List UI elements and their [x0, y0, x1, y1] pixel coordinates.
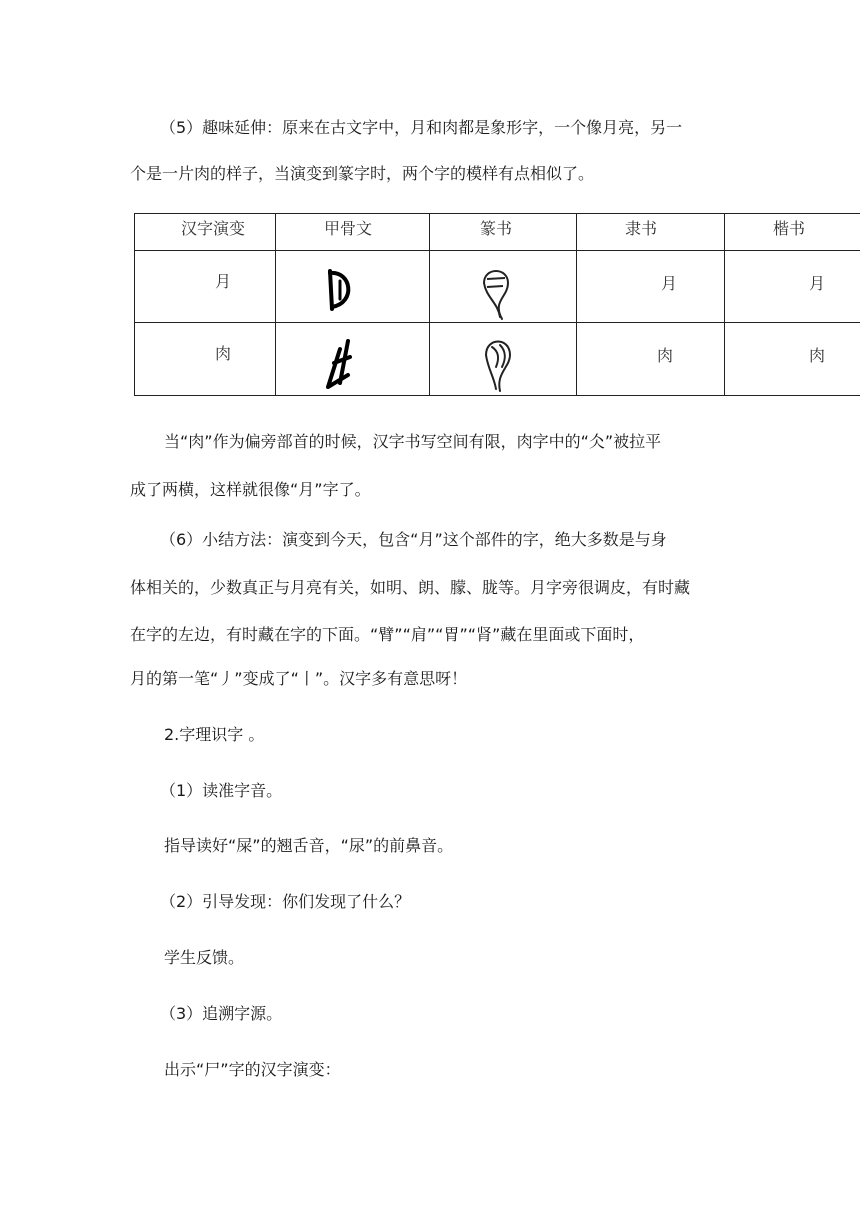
clerical-yue: 月: [661, 274, 678, 293]
evolution-table: [134, 213, 860, 396]
header-oracle: 甲骨文: [324, 219, 373, 238]
table-cell: [429, 322, 577, 396]
table-cell: [576, 250, 725, 323]
header-seal: 篆书: [480, 219, 513, 238]
paragraph-line: 体相关的，少数真正与月亮有关，如明、朗、朦、胧等。月字旁很调皮，有时藏: [130, 578, 691, 597]
table-cell: [134, 250, 276, 323]
table-header-cell: [275, 213, 430, 251]
oracle-rou-glyph: [320, 335, 360, 395]
paragraph-line: （3）追溯字源。: [160, 1004, 283, 1023]
paragraph-line: （1）读准字音。: [160, 781, 283, 800]
paragraph-line: （5）趣味延伸：原来在古文字中，月和肉都是象形字，一个像月亮，另一: [160, 118, 683, 137]
paragraph-line: 个是一片肉的样子，当演变到篆字时，两个字的模样有点相似了。: [130, 164, 595, 183]
table-cell: [275, 250, 430, 323]
paragraph-line: 出示“尸”字的汉字演变：: [164, 1060, 341, 1079]
paragraph-line: （6）小结方法：演变到今天，包含“月”这个部件的字，绝大多数是与身: [160, 530, 667, 549]
section-heading: 2.字理识字 。: [164, 725, 265, 744]
table-cell: [429, 250, 577, 323]
header-evolution: 汉字演变: [181, 219, 246, 238]
row-char-rou: 肉: [215, 344, 232, 363]
header-clerical: 隶书: [625, 219, 658, 238]
paragraph-line: 学生反馈。: [164, 948, 245, 967]
table-header-cell: [724, 213, 860, 251]
seal-yue-glyph: [478, 263, 518, 321]
oracle-yue-glyph: [322, 265, 362, 315]
seal-rou-glyph: [478, 333, 518, 393]
regular-yue: 月: [809, 274, 826, 293]
table-header-cell: [576, 213, 725, 251]
paragraph-line: 月的第一笔“丿”变成了“丨”。汉字多有意思呀！: [130, 669, 468, 688]
paragraph-line: 指导读好“屎”的翘舌音，“尿”的前鼻音。: [164, 836, 454, 855]
paragraph-line: 当“肉”作为偏旁部首的时候，汉字书写空间有限，肉字中的“仌”被拉平: [164, 432, 662, 451]
table-cell: [724, 322, 860, 396]
table-cell: [724, 250, 860, 323]
regular-rou: 肉: [809, 346, 826, 365]
table-header-cell: [134, 213, 276, 251]
header-regular: 楷书: [773, 219, 806, 238]
table-header-cell: [429, 213, 577, 251]
clerical-rou: 肉: [657, 346, 674, 365]
row-char-yue: 月: [215, 272, 232, 291]
table-cell: [134, 322, 276, 396]
paragraph-line: 成了两横，这样就很像“月”字了。: [130, 480, 371, 499]
paragraph-line: （2）引导发现：你们发现了什么？: [160, 892, 411, 911]
table-cell: [576, 322, 725, 396]
table-cell: [275, 322, 430, 396]
paragraph-line: 在字的左边，有时藏在字的下面。“臂”“肩”“胃”“肾”藏在里面或下面时，: [130, 625, 645, 644]
